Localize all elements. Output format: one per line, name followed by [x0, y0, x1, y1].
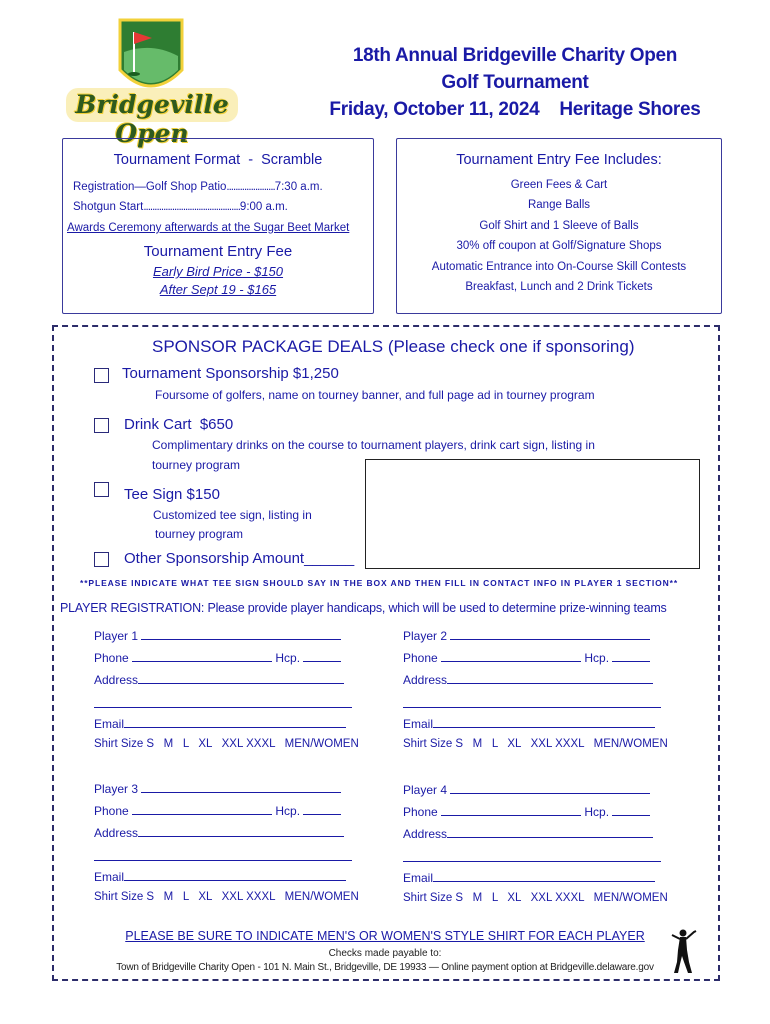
header-line-1: 18th Annual Bridgeville Charity Open	[352, 45, 678, 66]
drink-cart-desc-2: tourney program	[152, 458, 241, 472]
player-1-block	[94, 628, 362, 750]
phone-label: Phone	[403, 651, 438, 665]
shotgun-time: 9:00 a.m.	[239, 201, 288, 213]
email-label: Email	[403, 717, 434, 731]
phone-label: Phone	[94, 651, 129, 665]
logo	[62, 12, 242, 148]
email-field[interactable]	[433, 716, 655, 728]
include-item: Green Fees & Cart	[510, 179, 608, 191]
phone-field[interactable]	[132, 650, 272, 662]
shirt-size-options[interactable]: Shirt Size S M L XL XXL XXXL MEN/WOMEN	[94, 891, 359, 903]
registration-title: PLAYER REGISTRATION: Please provide player handicaps, which will be used to determine prize-winning teams	[60, 601, 667, 615]
tournament-sponsorship-checkbox[interactable]	[94, 368, 109, 383]
checks-payable: Checks made payable to:	[328, 948, 442, 959]
hcp-label: Hcp.	[275, 804, 301, 818]
entry-fee-title: Tournament Entry Fee	[143, 243, 293, 260]
drink-cart-desc: Complimentary drinks on the course to tournament players, drink cart sign, listing in	[152, 438, 595, 452]
email-field[interactable]	[124, 716, 346, 728]
hcp-label: Hcp.	[584, 651, 610, 665]
registration-line	[73, 181, 323, 193]
tee-sign-text-box[interactable]	[365, 459, 700, 569]
hcp-field[interactable]	[612, 650, 650, 662]
player-label: Player 3	[94, 782, 139, 796]
drink-cart-label: Drink Cart $650	[124, 416, 234, 433]
entry-fee-includes-box	[396, 138, 722, 314]
tee-sign-desc-2: tourney program	[155, 527, 244, 541]
phone-label: Phone	[94, 804, 129, 818]
phone-field[interactable]	[441, 650, 581, 662]
include-item: Range Balls	[527, 199, 590, 211]
other-sponsorship-label: Other Sponsorship Amount______	[124, 550, 355, 567]
address-field-2[interactable]	[94, 849, 352, 861]
email-label: Email	[94, 870, 125, 884]
player-label: Player 2	[403, 629, 448, 643]
other-sponsorship-checkbox[interactable]	[94, 552, 109, 567]
early-bird-price: Early Bird Price - $150	[152, 264, 284, 279]
after-price: After Sept 19 - $165	[159, 282, 277, 297]
address-field-2[interactable]	[403, 696, 661, 708]
shirt-size-options[interactable]: Shirt Size S M L XL XXL XXXL MEN/WOMEN	[403, 738, 668, 750]
includes-title: Tournament Entry Fee Includes:	[456, 152, 662, 168]
phone-label: Phone	[403, 805, 438, 819]
registration-label: Registration—Golf Shop Patio	[73, 181, 227, 193]
tournament-format-box	[62, 138, 374, 314]
format-title: Tournament Format - Scramble	[113, 152, 323, 168]
tee-sign-checkbox[interactable]	[94, 482, 109, 497]
dot-leader: ............................................	[143, 201, 240, 213]
email-label: Email	[403, 871, 434, 885]
golfer-silhouette-icon	[668, 928, 698, 981]
address-field[interactable]	[447, 672, 653, 684]
shotgun-line	[73, 201, 288, 213]
player-name-field[interactable]	[450, 782, 650, 794]
include-item: Golf Shirt and 1 Sleeve of Balls	[479, 220, 639, 232]
address-label: Address	[94, 826, 139, 840]
shirt-style-note: PLEASE BE SURE TO INDICATE MEN'S OR WOMEN'S STYLE SHIRT FOR EACH PLAYER	[125, 929, 645, 943]
registration-time: 7:30 a.m.	[274, 181, 323, 193]
shotgun-label: Shotgun Start	[73, 201, 144, 213]
email-field[interactable]	[124, 869, 346, 881]
address-field[interactable]	[138, 825, 344, 837]
tournament-sponsorship-label: Tournament Sponsorship $1,250	[122, 365, 339, 382]
phone-field[interactable]	[132, 803, 272, 815]
address-field[interactable]	[447, 826, 653, 838]
hcp-label: Hcp.	[275, 651, 301, 665]
email-label: Email	[94, 717, 125, 731]
include-item: Breakfast, Lunch and 2 Drink Tickets	[465, 281, 653, 293]
shirt-size-options[interactable]: Shirt Size S M L XL XXL XXXL MEN/WOMEN	[94, 738, 359, 750]
mailing-address: Town of Bridgeville Charity Open - 101 N. Main St., Bridgeville, DE 19933 — Online payment option at Bridgeville.delaware.gov	[116, 962, 654, 973]
hcp-field[interactable]	[612, 804, 650, 816]
dot-leader: ......................	[226, 181, 275, 193]
drink-cart-checkbox[interactable]	[94, 418, 109, 433]
include-item: 30% off coupon at Golf/Signature Shops	[456, 240, 662, 252]
header-line-3: Friday, October 11, 2024 Heritage Shores	[329, 99, 701, 120]
player-name-field[interactable]	[141, 628, 341, 640]
email-field[interactable]	[433, 870, 655, 882]
sponsor-title: SPONSOR PACKAGE DEALS (Please check one if sponsoring)	[152, 337, 635, 356]
shirt-size-options[interactable]: Shirt Size S M L XL XXL XXXL MEN/WOMEN	[403, 892, 668, 904]
player-label: Player 1	[94, 629, 139, 643]
address-field-2[interactable]	[403, 850, 661, 862]
hcp-field[interactable]	[303, 650, 341, 662]
tee-sign-desc: Customized tee sign, listing in	[153, 508, 312, 522]
player-4-block	[403, 782, 671, 904]
address-label: Address	[403, 673, 448, 687]
player-2-block	[403, 628, 671, 750]
include-item: Automatic Entrance into On-Course Skill Contests	[431, 261, 687, 273]
awards-line: Awards Ceremony afterwards at the Sugar Beet Market	[67, 222, 350, 234]
phone-field[interactable]	[441, 804, 581, 816]
sponsor-note: **PLEASE INDICATE WHAT TEE SIGN SHOULD SAY IN THE BOX AND THEN FILL IN CONTACT INFO IN PLAYER 1 SECTION**	[80, 578, 679, 588]
hcp-field[interactable]	[303, 803, 341, 815]
tournament-sponsorship-desc: Foursome of golfers, name on tourney banner, and full page ad in tourney program	[155, 388, 595, 402]
player-label: Player 4	[403, 783, 448, 797]
address-label: Address	[94, 673, 139, 687]
address-field-2[interactable]	[94, 696, 352, 708]
address-field[interactable]	[138, 672, 344, 684]
logo-wordmark: Bridgeville Open	[75, 90, 229, 148]
player-name-field[interactable]	[450, 628, 650, 640]
player-3-block	[94, 781, 362, 903]
header-line-2: Golf Tournament	[441, 72, 589, 93]
hcp-label: Hcp.	[584, 805, 610, 819]
address-label: Address	[403, 827, 448, 841]
player-name-field[interactable]	[141, 781, 341, 793]
tee-sign-label: Tee Sign $150	[124, 486, 220, 503]
